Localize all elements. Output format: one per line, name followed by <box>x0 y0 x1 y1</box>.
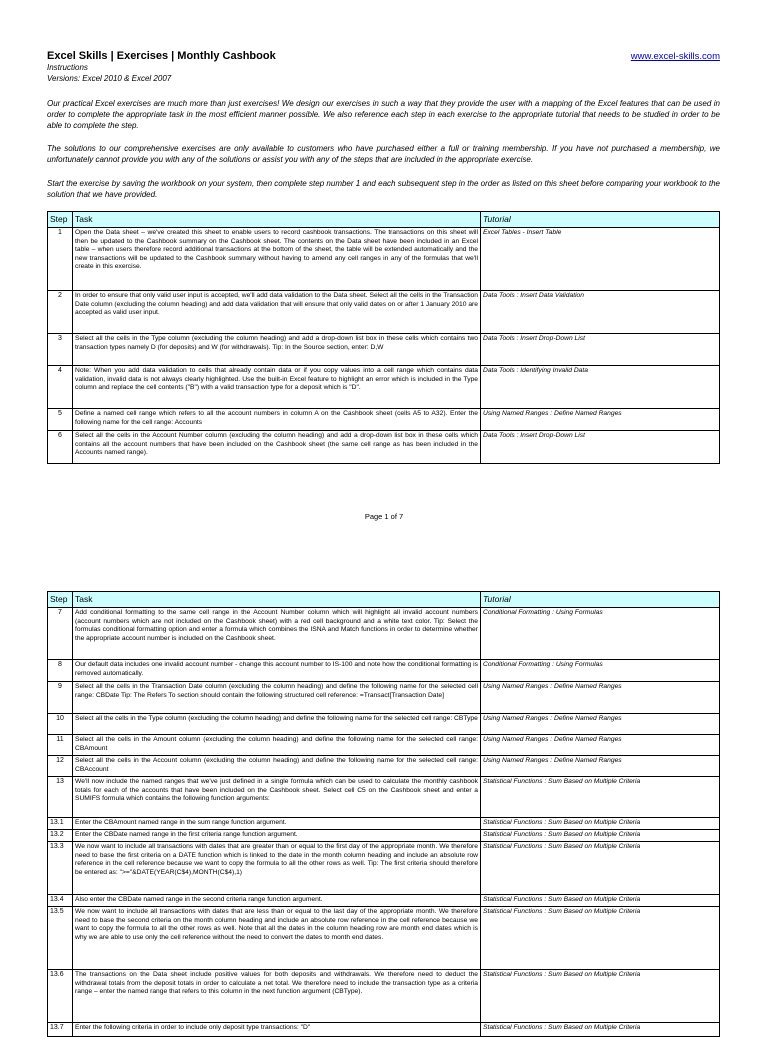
task-text: Add conditional formatting to the same cell range in the Account Number column which will highlight all invalid account numbers (account numbers which are not included on the Cashbook sheet) with a red cell background and a white text color. Tip: Select the formulas conditional formatting option and enter a formula which combines the ISNA and Match functions in order to determine whether the appropriate account number is included on the Cashbook sheet. <box>73 608 481 660</box>
tutorial-link[interactable]: Using Named Ranges : Define Named Ranges <box>481 682 720 714</box>
step-number: 4 <box>48 366 73 409</box>
website-link[interactable]: www.excel-skills.com <box>630 51 720 62</box>
tutorial-link[interactable]: Conditional Formatting : Using Formulas <box>481 608 720 660</box>
table-row <box>48 714 720 735</box>
task-text: Enter the following criteria in order to include only deposit type transactions: "D" <box>73 1023 481 1037</box>
step-number: 13.4 <box>48 895 73 907</box>
table-row <box>48 660 720 682</box>
task-text: In order to ensure that only valid user input is accepted, we'll add data validation to the Data sheet. Select all the cells in the Transaction Date column (excluding the column heading) and add data validation that will ensure that only valid dates on or after 1 January 2010 are accepted as valid user input. <box>73 291 481 334</box>
step-number: 5 <box>48 409 73 431</box>
step-number: 13 <box>48 777 73 818</box>
tutorial-link[interactable]: Data Tools : Insert Data Validation <box>481 291 720 334</box>
table-row <box>48 682 720 714</box>
table-row <box>48 334 720 366</box>
table-row <box>48 409 720 431</box>
step-number: 11 <box>48 735 73 756</box>
column-header-tutorial: Tutorial <box>481 592 720 608</box>
tutorial-link[interactable]: Statistical Functions : Sum Based on Multiple Criteria <box>481 842 720 895</box>
table-row <box>48 608 720 660</box>
task-text: We now want to include all transactions with dates that are greater than or equal to the first day of the appropriate month. We therefore need to base the first criteria on a DATE function which is linked to the date in the month column heading and include an absolute row reference in the cell reference because we want to copy the formula to all the other rows as well. Tip: The first criteria should therefore be entered as: ">="&DATE(YEAR(C$4),MONTH(C$4),1) <box>73 842 481 895</box>
intro-paragraph-2: The solutions to our comprehensive exercises are only available to customers who have purchased either a full or training membership. If you have not purchased a membership, we unfortunately cannot provide you with any of the solutions or assist you with any of the steps that are included in the appropriate exercise. <box>47 144 720 164</box>
tutorial-link[interactable]: Statistical Functions : Sum Based on Multiple Criteria <box>481 818 720 830</box>
column-header-task: Task <box>73 212 481 228</box>
task-text: Define a named cell range which refers to all the account numbers in column A on the Cashbook sheet (cells A5 to A32). Enter the following name for the cell range: Accounts <box>73 409 481 431</box>
tutorial-link[interactable]: Statistical Functions : Sum Based on Multiple Criteria <box>481 777 720 818</box>
step-number: 1 <box>48 228 73 291</box>
table-row <box>48 366 720 409</box>
tutorial-link[interactable]: Data Tools : Insert Drop-Down List <box>481 431 720 464</box>
intro-paragraph-1: Our practical Excel exercises are much more than just exercises! We design our exercises in such a way that they provide the user with a mapping of the Excel features that can be used in order to complete the appropriate task in the most efficient manner possible. We also reference each step in each exercise to the appropriate tutorial that needs to be studied in order to be able to complete the step. <box>47 99 720 130</box>
step-number: 13.2 <box>48 830 73 842</box>
table-row <box>48 842 720 895</box>
step-number: 7 <box>48 608 73 660</box>
task-text: Enter the CBAmount named range in the sum range function argument. <box>73 818 481 830</box>
tutorial-link[interactable]: Data Tools : Identifying Invalid Data <box>481 366 720 409</box>
table-row <box>48 735 720 756</box>
table-row <box>48 777 720 818</box>
task-text: Also enter the CBDate named range in the second criteria range function argument. <box>73 895 481 907</box>
tutorial-link[interactable]: Statistical Functions : Sum Based on Multiple Criteria <box>481 895 720 907</box>
table-row <box>48 431 720 464</box>
step-number: 9 <box>48 682 73 714</box>
step-number: 8 <box>48 660 73 682</box>
task-text: Select all the cells in the Account column (excluding the column heading) and define the following name for the selected cell range: CBAccount <box>73 756 481 777</box>
table-row <box>48 818 720 830</box>
table-row <box>48 228 720 291</box>
tutorial-link[interactable]: Using Named Ranges : Define Named Ranges <box>481 714 720 735</box>
tutorial-link[interactable]: Statistical Functions : Sum Based on Multiple Criteria <box>481 1023 720 1037</box>
tutorial-link[interactable]: Using Named Ranges : Define Named Ranges <box>481 756 720 777</box>
table-row <box>48 830 720 842</box>
task-text: We'll now include the named ranges that we've just defined in a single formula which can be used to calculate the monthly cashbook totals for each of the accounts that have been included on the Cashbook sheet. Select cell C5 on the Cashbook sheet and enter a SUMIFS formula which contains the following function arguments: <box>73 777 481 818</box>
table-row <box>48 907 720 970</box>
task-text: Enter the CBDate named range in the first criteria range function argument. <box>73 830 481 842</box>
document-header <box>47 50 720 84</box>
tutorial-link[interactable]: Excel Tables - Insert Table <box>481 228 720 291</box>
column-header-tutorial: Tutorial <box>481 212 720 228</box>
task-text: Select all the cells in the Type column (excluding the column heading) and define the following name for the selected cell range: CBType <box>73 714 481 735</box>
step-number: 13.1 <box>48 818 73 830</box>
table-row <box>48 756 720 777</box>
table-row <box>48 895 720 907</box>
tutorial-link[interactable]: Data Tools : Insert Drop-Down List <box>481 334 720 366</box>
page-number: Page 1 of 7 <box>364 512 404 521</box>
task-text: Select all the cells in the Type column (excluding the column heading) and add a drop-down list box in these cells which contains two transaction types namely D (for deposits) and W (for withdrawals). Tip: In the Source section, enter: D,W <box>73 334 481 366</box>
task-text: The transactions on the Data sheet include positive values for both deposits and withdrawals. We therefore need to deduct the withdrawal totals from the deposit totals in order to calculate a net total. We therefore need to include the transaction type as a criteria range – enter the named range that refers to this column in the next function argument (CBType). <box>73 970 481 1023</box>
task-text: We now want to include all transactions with dates that are less than or equal to the last day of the appropriate month. We therefore need to base the second criteria on the month column heading and include an absolute row reference in the cell reference because we want to copy the formula to all the other rows as well. Note that all the dates in the column heading row are month end dates which is why we are able to use only the cell reference without the need to convert the dates to month end dates. <box>73 907 481 970</box>
step-number: 13.6 <box>48 970 73 1023</box>
tutorial-link[interactable]: Statistical Functions : Sum Based on Multiple Criteria <box>481 907 720 970</box>
document-title: Excel Skills | Exercises | Monthly Cashbook <box>47 50 276 62</box>
intro-paragraph-3: Start the exercise by saving the workbook on your system, then complete step number 1 and each subsequent step in the order as listed on this sheet before comparing your workbook to the solution that we have provided. <box>47 179 720 199</box>
tutorial-link[interactable]: Statistical Functions : Sum Based on Multiple Criteria <box>481 830 720 842</box>
tutorial-link[interactable]: Using Named Ranges : Define Named Ranges <box>481 409 720 431</box>
table-row <box>48 970 720 1023</box>
task-text: Our default data includes one invalid account number - change this account number to IS-100 and note how the conditional formatting is removed automatically. <box>73 660 481 682</box>
tutorial-link[interactable]: Using Named Ranges : Define Named Ranges <box>481 735 720 756</box>
column-header-step: Step <box>48 592 73 608</box>
table-row <box>48 291 720 334</box>
task-text: Open the Data sheet – we've created this sheet to enable users to record cashbook transactions. The transactions on this sheet will then be updated to the Cashbook summary on the Cashbook sheet. The contents on the Data sheet have been included in an Excel table – when users therefore record additional transactions at the bottom of the sheet, the table will be extended automatically and the new transactions will be updated to the Cashbook summary without having to amend any cell ranges in any of the formulas that we'll create in this exercise. <box>73 228 481 291</box>
steps-table-page-2 <box>47 591 720 1037</box>
column-header-task: Task <box>73 592 481 608</box>
step-number: 6 <box>48 431 73 464</box>
task-text: Select all the cells in the Transaction Date column (excluding the column heading) and define the following name for the selected cell range: CBDate Tip: The Refers To section should contain the following structured cell reference: =Transact[Transaction Date] <box>73 682 481 714</box>
tutorial-link[interactable]: Conditional Formatting : Using Formulas <box>481 660 720 682</box>
versions-text: Versions: Excel 2010 & Excel 2007 <box>47 74 172 83</box>
step-number: 13.3 <box>48 842 73 895</box>
step-number: 10 <box>48 714 73 735</box>
task-text: Note: When you add data validation to cells that already contain data or if you copy values into a cell range which contains data validation, invalid data is not always clearly highlighted. Use the built-in Excel feature to highlight an error which is included in the Type column and replace the cell contents ("B") with a valid transaction type for a deposit which is "D". <box>73 366 481 409</box>
step-number: 13.7 <box>48 1023 73 1037</box>
task-text: Select all the cells in the Amount column (excluding the column heading) and define the following name for the selected cell range: CBAmount <box>73 735 481 756</box>
step-number: 3 <box>48 334 73 366</box>
step-number: 12 <box>48 756 73 777</box>
document-subtitle: Instructions <box>47 63 88 72</box>
task-text: Select all the cells in the Account Number column (excluding the column heading) and add a drop-down list box in these cells which contains all the account numbers that have been included on the Cashbook sheet (the same cell range as has been included in the Accounts named range). <box>73 431 481 464</box>
column-header-step: Step <box>48 212 73 228</box>
steps-table-page-1 <box>47 211 720 464</box>
step-number: 13.5 <box>48 907 73 970</box>
step-number: 2 <box>48 291 73 334</box>
tutorial-link[interactable]: Statistical Functions : Sum Based on Multiple Criteria <box>481 970 720 1023</box>
page-2 <box>0 582 768 1031</box>
table-row <box>48 1023 720 1037</box>
